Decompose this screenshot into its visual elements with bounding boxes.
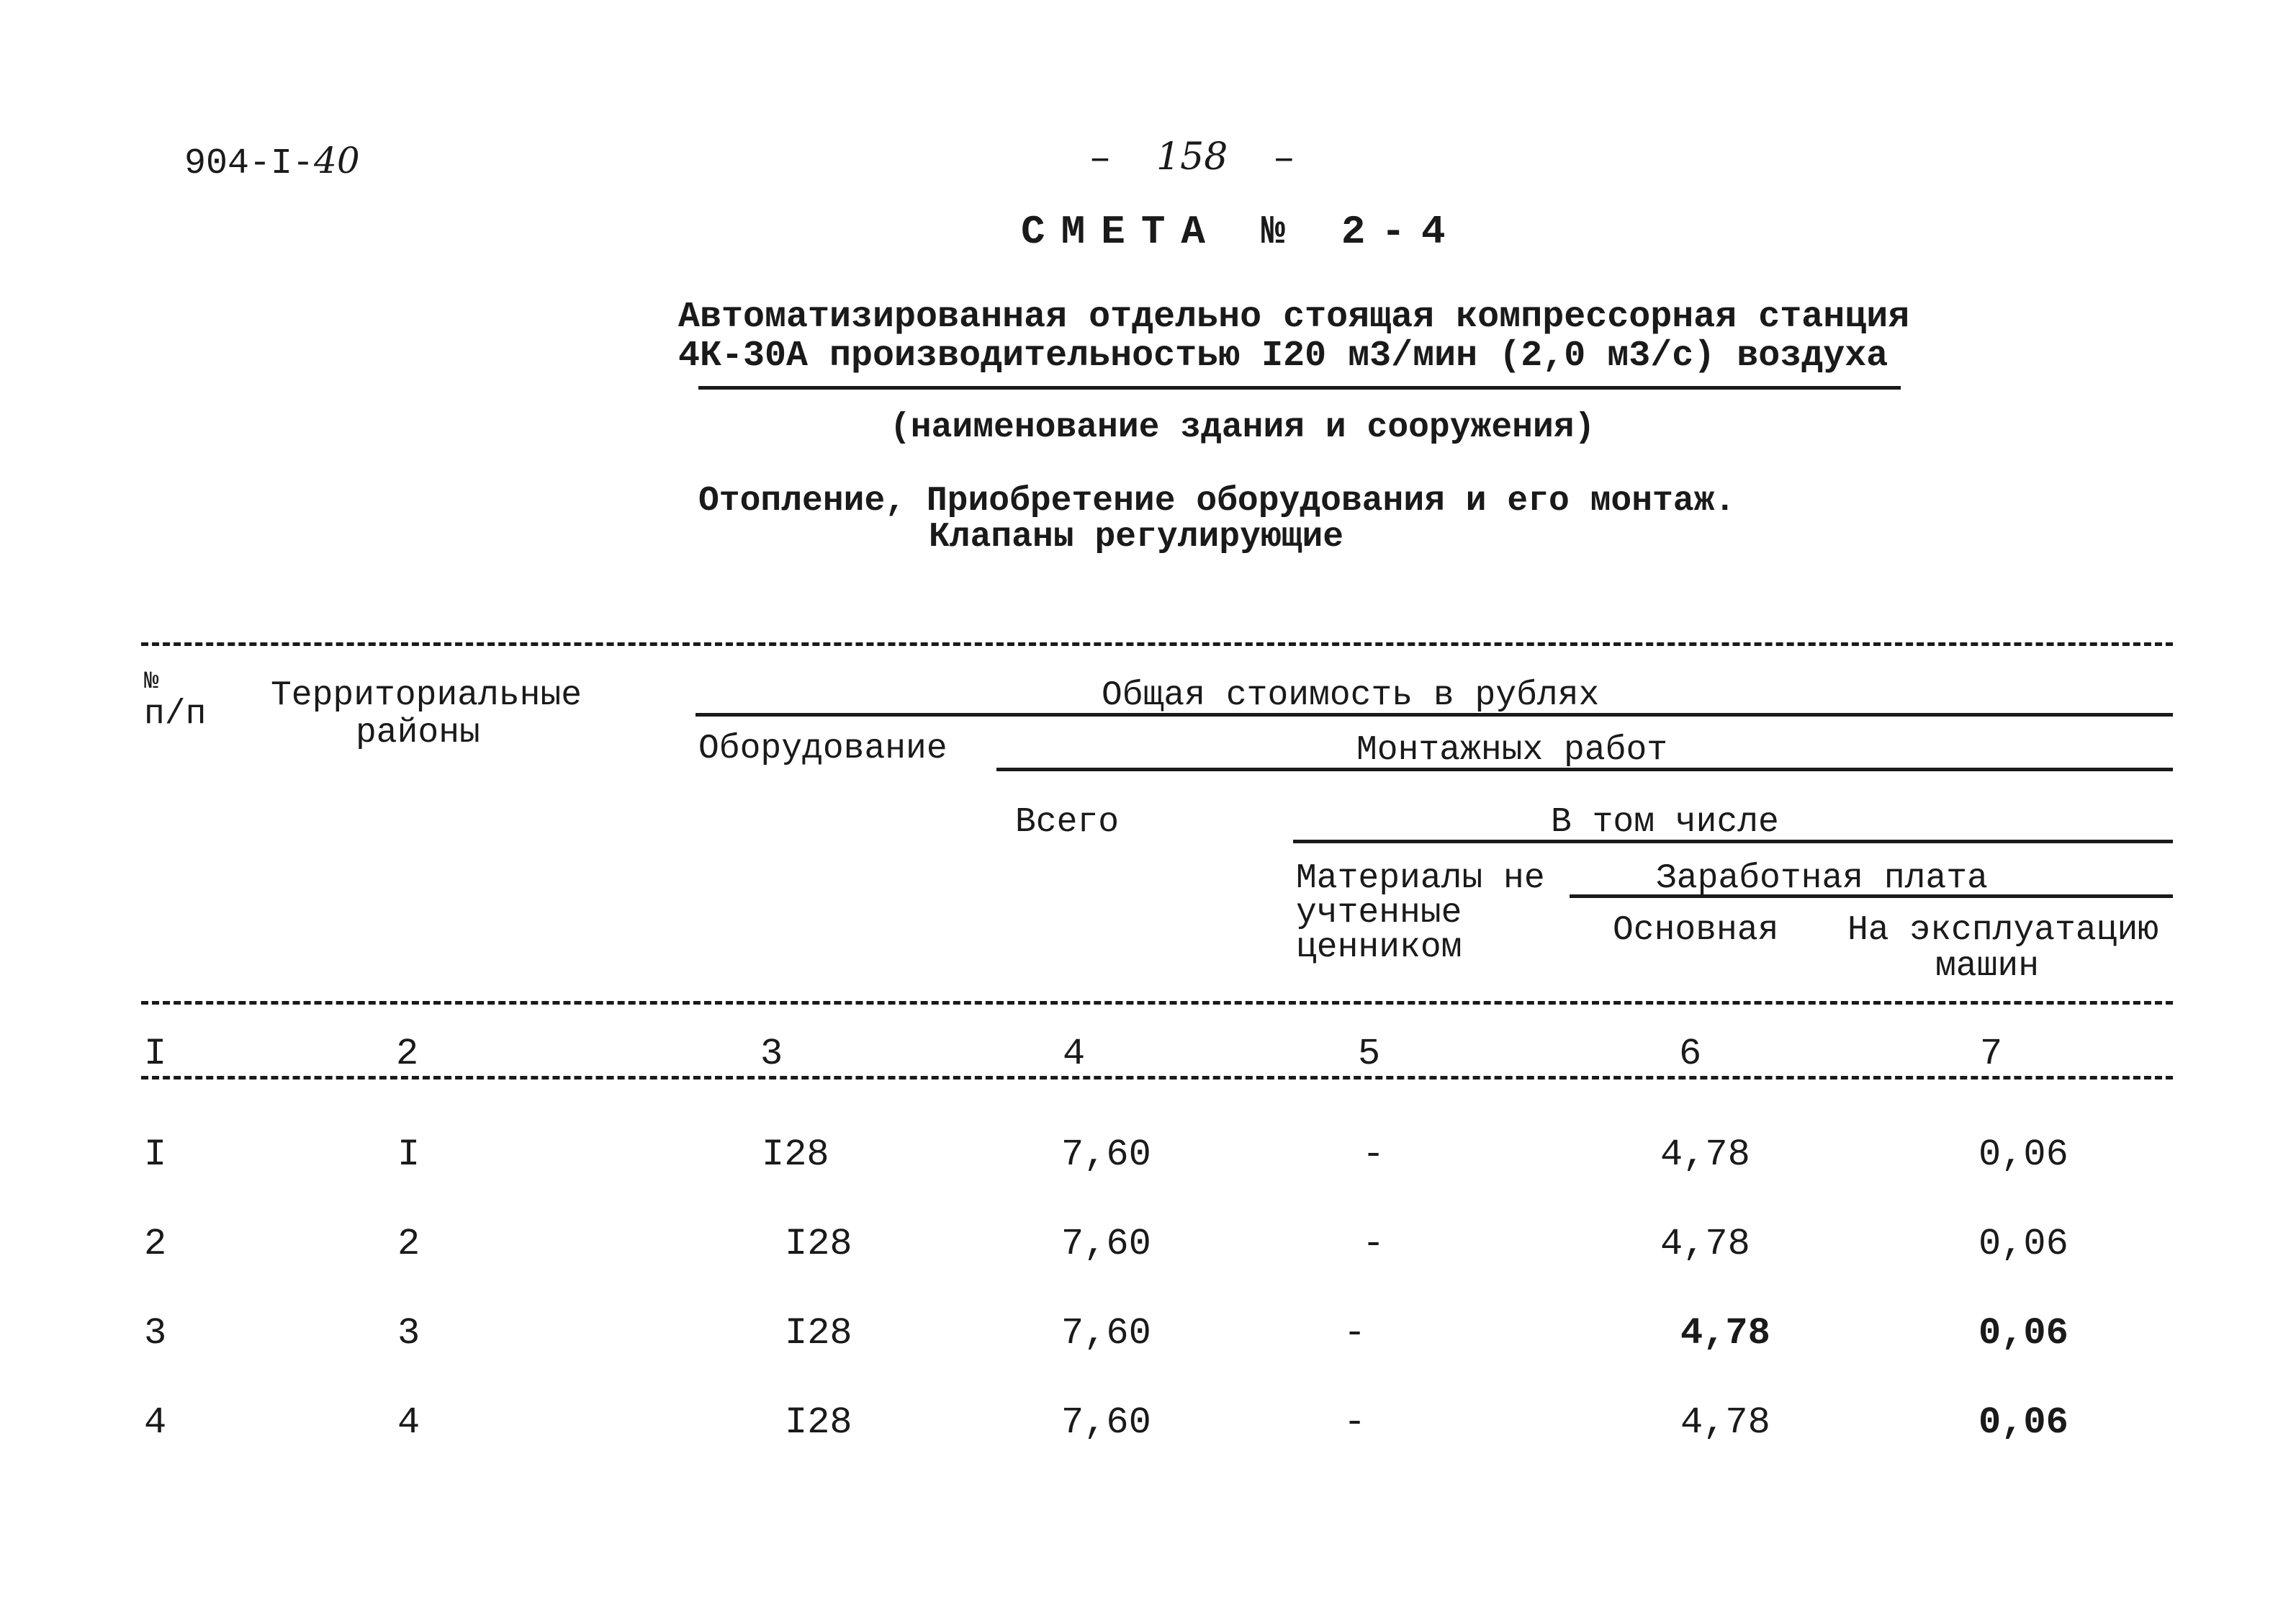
row-basic-wage: 4,78 [1660, 1134, 1750, 1176]
row-equipment: I28 [762, 1134, 829, 1176]
row-equipment: I28 [785, 1401, 852, 1444]
col-regions-header-line1: Территориальные [271, 676, 582, 715]
col-materials-header-line2: учтенные [1296, 894, 1462, 933]
including-header: В том числе [1551, 803, 1779, 842]
section-line2: Клапаны регулирующие [929, 518, 1344, 557]
row-equipment: I28 [785, 1223, 852, 1265]
row-total: 7,60 [1061, 1312, 1151, 1355]
row-materials: - [1362, 1134, 1385, 1176]
total-cost-header: Общая стоимость в рублях [1102, 676, 1600, 715]
row-materials: - [1343, 1401, 1367, 1444]
col-num-header-line1: № [144, 668, 159, 696]
column-number-5: 5 [1358, 1033, 1381, 1075]
column-numbers-rule [141, 1076, 2173, 1079]
page-dash-right: – [1228, 138, 1295, 181]
total-cost-rule [695, 713, 2173, 717]
row-total: 7,60 [1061, 1134, 1151, 1176]
installation-header: Монтажных работ [1356, 731, 1668, 770]
document-code [141, 107, 360, 182]
col-regions-header-line2: районы [356, 714, 480, 753]
section-line1: Отопление, Приобретение оборудования и его монтаж. [698, 482, 1736, 521]
building-name-line1: Автоматизированная отдельно стоящая компрессорная станция [678, 297, 1910, 338]
column-number-6: 6 [1679, 1033, 1702, 1075]
installation-rule [996, 768, 2173, 771]
col-machines-header-line2: машин [1935, 947, 2040, 986]
col-machines-header-line1: На эксплуатацию [1847, 911, 2159, 950]
row-machine-wage: 0,06 [1978, 1223, 2068, 1265]
column-number-1: I [144, 1033, 167, 1075]
wages-header: Заработная плата [1656, 859, 1988, 898]
column-number-7: 7 [1980, 1033, 2003, 1075]
row-total: 7,60 [1061, 1401, 1151, 1444]
building-caption: (наименование здания и сооружения) [890, 408, 1595, 447]
col-materials-header-line1: Материалы не [1296, 859, 1545, 898]
col-total-header: Всего [1015, 803, 1120, 842]
col-equipment-header: Оборудование [698, 730, 947, 768]
column-number-4: 4 [1063, 1033, 1086, 1075]
column-number-3: 3 [760, 1033, 783, 1075]
page-number-block [1044, 101, 1295, 179]
estimate-title: СМЕТА № 2-4 [1021, 209, 1462, 255]
row-region: I [397, 1134, 420, 1176]
document-code-prefix: 904-I- [184, 143, 315, 184]
row-region: 2 [397, 1223, 420, 1265]
building-name-line2: 4К-30А производительностью I20 м3/мин (2,0 м3/с) воздуха [678, 336, 1888, 377]
row-num: 4 [144, 1401, 167, 1444]
row-basic-wage: 4,78 [1680, 1401, 1770, 1444]
building-name-underline [698, 386, 1901, 390]
wages-rule [1570, 894, 2173, 898]
page-number: 158 [1156, 135, 1228, 179]
page-dash-left: – [1089, 138, 1157, 181]
row-basic-wage: 4,78 [1660, 1223, 1750, 1265]
row-basic-wage: 4,78 [1680, 1312, 1770, 1355]
document-code-handwritten: 40 [314, 140, 360, 181]
column-number-2: 2 [396, 1033, 419, 1075]
row-num: 3 [144, 1312, 167, 1355]
col-materials-header-line3: ценником [1296, 928, 1462, 967]
row-total: 7,60 [1061, 1223, 1151, 1265]
row-region: 3 [397, 1312, 420, 1355]
row-machine-wage: 0,06 [1978, 1401, 2068, 1444]
row-num: 2 [144, 1223, 167, 1265]
row-materials: - [1343, 1312, 1367, 1355]
row-equipment: I28 [785, 1312, 852, 1355]
col-num-header-line2: п/п [144, 695, 207, 734]
including-rule [1293, 840, 2173, 843]
row-materials: - [1362, 1223, 1385, 1265]
row-machine-wage: 0,06 [1978, 1134, 2068, 1176]
header-bottom-rule [141, 1001, 2173, 1005]
row-machine-wage: 0,06 [1978, 1312, 2068, 1355]
row-region: 4 [397, 1401, 420, 1444]
row-num: I [144, 1134, 167, 1176]
col-basic-header: Основная [1613, 911, 1779, 950]
table-top-rule [141, 642, 2173, 646]
